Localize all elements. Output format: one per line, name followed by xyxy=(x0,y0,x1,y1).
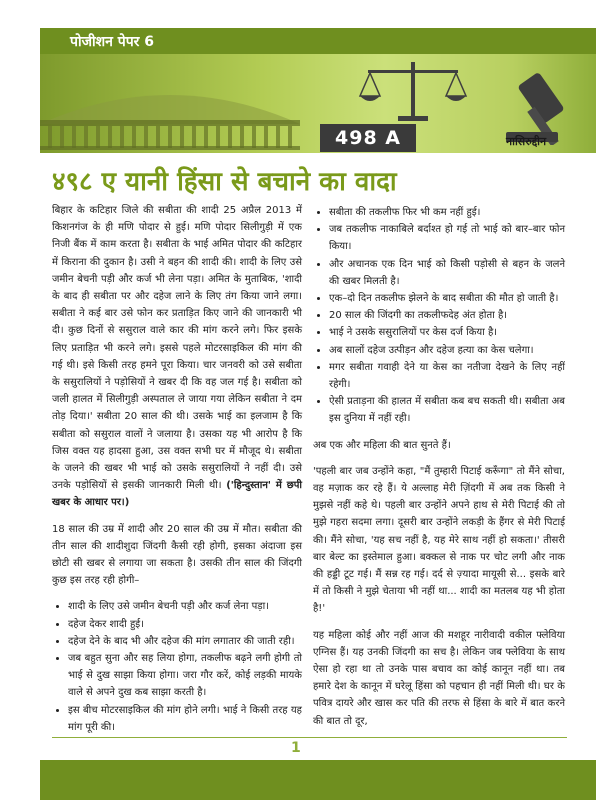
article-headline: ४९८ ए यानी हिंसा से बचाने का वादा xyxy=(52,167,397,197)
intro-paragraph xyxy=(52,202,302,512)
list-item: • सबीता की तकलीफ फिर भी कम नहीं हुई। xyxy=(329,204,565,221)
footer-divider xyxy=(52,737,567,738)
author-name: नासिरुद्दीन xyxy=(506,135,547,148)
list-item: • अब सालों दहेज उत्पीड़न और दहेज हत्या का केस चलेगा। xyxy=(329,342,565,359)
list-item: • और अचानक एक दिन भाई को किसी पड़ोसी से बहन के जलने की खबर मिलती है। xyxy=(329,256,565,290)
list-item: • दहेज देने के बाद भी और दहेज की मांग लगातार की जाती रही। xyxy=(68,633,302,650)
bullet-list xyxy=(52,598,302,736)
closing-paragraph: यह महिला कोई और नहीं आज की मशहूर नारीवादी वकील फ्लेविया एग्निस हैं। यह उनकी जिंदगी का सच है। लेकिन जब फ्लेविया के साथ ऐसा हो रहा था तो उनके पास बचाव का कोई कानून नहीं था। तब हमारे देश के कानून में घरेलू हिंसा को पहचान ही नहीं मिली थी। घर के पवित्र दायरे और खास कर पति की तरफ से हिंसा के बारे में बात करने की बात तो दूर, xyxy=(313,629,565,727)
list-item: • जब बहुत सुना और सह लिया होगा, तकलीफ बढ़ने लगी होगी तो भाई से दुख साझा किया होगा। जरा गौर करें, कोई लड़की मायके वाले से अपने दुख कब साझा करती है। xyxy=(68,650,302,702)
list-item: • 20 साल की जिंदगी का तकलीफदेह अंत होता है। xyxy=(329,307,565,324)
left-column xyxy=(52,202,302,745)
list-item: • शादी के लिए उसे जमीन बेचनी पड़ी और कर्ज लेना पड़ा। xyxy=(68,598,302,615)
intro-text: बिहार के कटिहार जिले की सबीता की शादी 25 अप्रैल 2013 में किशनगंज के ही मणि पोदार से हुई। मणि पोदार सिलीगुड़ी में एक निजी बैंक में काम करता है। सबीता के भाई अमित पोदार की कटिहार में किराना की दुकान है। उसी ने बहन की शादी की। शादी के लिए उसे जमीन बेचनी पड़ी और कर्ज भी लेना पड़ा। अमित के मुताबिक, 'शादी के बाद ही सबीता पर और दहेज लाने के लिए तंग किया जाने लगा। सबीता ने कई बार उसे फोन कर प्रताड़ित किए जाने की जानकारी भी दी। कुछ दिनों से ससुराल वाले कार की मांग करने लगे। फिर इसके लिए प्रताड़ित भी करने लगे। इससे पहले मोटरसाइकिल की मांग की गई थी। इसे किसी तरह हमने पूरा किया। चार जनवरी को उसे सबीता के ससुरालियों ने पड़ोसियों ने खबर दी कि वह जल गई है। सबीता को जली हालत में सिलीगुड़ी अस्पताल ले जाया गया लेकिन सबीता ने दम तोड़ दिया।' सबीता 20 साल की थी। उसके भाई का इलजाम है कि सबीता को ससुराल वालों ने जलाया है। उसका यह भी आरोप है कि जिस वक्त यह हादसा हुआ, उस वक्त सभी घर में मौजूद थे। सबीता के जलने की खबर भी भाई को उसके ससुरालियों ने नहीं दी। उसे उनके पड़ोसियों से इसकी जानकारी मिली थी। xyxy=(52,205,302,492)
list-item: • भाई ने उसके ससुरालियों पर केस दर्ज किया है। xyxy=(329,324,565,341)
list-item: • ऐसी प्रताड़ना की हालत में सबीता कब बच सकती थी। सबीता अब इस दुनिया में नहीं रही। xyxy=(329,393,565,427)
quote-paragraph: 'पहली बार जब उन्होंने कहा, "मैं तुम्हारी पिटाई करूँगा" तो मैंने सोचा, वह मज़ाक कर रहे हैं। ये अल्लाह मेरी ज़िंदगी में अब तक किसी ने मुझसे नहीं कहे थे। पहली बार उन्होंने अपने हाथ से मेरी पिटाई की तो मुझे गहरा सदमा लगा। दूसरी बार उन्होंने लकड़ी के हैंगर से मेरी पिटाई की। मैंने सोचा, 'यह सच नहीं है, यह मेरे साथ नहीं हो सकता।' तीसरी बार बेल्ट का इस्तेमाल हुआ। बक्कल से नाक पर चोट लगी और नाक की हड्डी टूट गई। मैं सन्न रह गई। दर्द से ज़्यादा मायूसी से... इसके बारे में तो किसी ने मुझे चेताया भी नहीं था... शादी का मतलब यह भी होता है!' xyxy=(313,465,565,615)
list-item: • मगर सबीता गवाही देने या केस का नतीजा देखने के लिए नहीं रहेगी। xyxy=(329,359,565,393)
source-note: ('हिन्दुस्तान' में छपी खबर के आधार पर।) xyxy=(52,480,302,509)
parliament-building-icon xyxy=(40,58,300,153)
series-label: पोजीशन पेपर 6 xyxy=(70,34,155,50)
page-number: 1 xyxy=(291,740,301,756)
scales-of-justice-icon xyxy=(358,56,468,126)
section-badge: 498 A xyxy=(320,124,416,152)
header-banner xyxy=(40,28,596,153)
list-item: • इस बीच मोटरसाइकिल की मांग होने लगी। भाई ने किसी तरह यह मांग पूरी की। xyxy=(68,702,302,736)
list-item: • दहेज देकर शादी हुई। xyxy=(68,616,302,633)
bottom-bar xyxy=(40,760,596,800)
transition-paragraph: अब एक और महिला की बात सुनते हैं। xyxy=(313,439,451,451)
right-column xyxy=(313,204,565,739)
list-item: • जब तकलीफ नाकाबिले बर्दाश्त हो गई तो भाई को बार–बार फोन किया। xyxy=(329,221,565,255)
paragraph: 18 साल की उम्र में शादी और 20 साल की उम्र में मौत। सबीता की तीन साल की शादीशुदा जिंदगी कैसी रही होगी, इसका अंदाजा इस छोटी सी खबर से लगाया जा सकता है। उसकी तीन साल की जिंदगी कुछ इस तरह रही होगी– xyxy=(52,523,302,587)
bullet-list xyxy=(313,204,565,428)
list-item: • एक–दो दिन तकलीफ झेलने के बाद सबीता की मौत हो जाती है। xyxy=(329,290,565,307)
